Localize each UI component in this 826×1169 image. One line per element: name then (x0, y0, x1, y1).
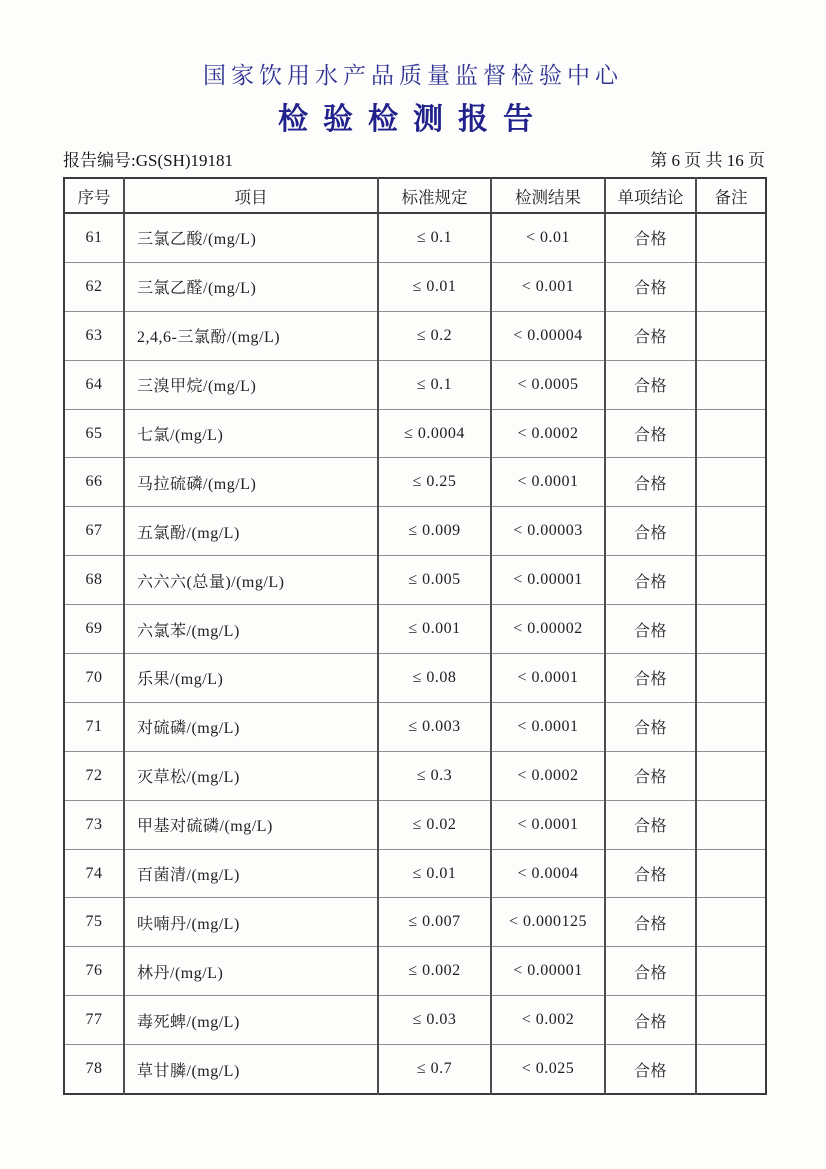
cell-serial-number: 70 (64, 654, 124, 703)
cell-serial-number: 75 (64, 898, 124, 947)
cell-item-name: 呋喃丹/(mg/L) (124, 898, 378, 947)
cell-test-result: < 0.00003 (491, 507, 605, 556)
table-row (64, 947, 766, 996)
cell-item-name: 马拉硫磷/(mg/L) (124, 458, 378, 507)
cell-serial-number: 74 (64, 849, 124, 898)
table-row (64, 213, 766, 262)
column-header-remark: 备注 (696, 178, 766, 213)
cell-test-result: < 0.025 (491, 1045, 605, 1094)
cell-serial-number: 71 (64, 702, 124, 751)
cell-item-name: 三氯乙醛/(mg/L) (124, 262, 378, 311)
cell-conclusion: 合格 (605, 849, 696, 898)
cell-test-result: < 0.00001 (491, 947, 605, 996)
cell-test-result: < 0.001 (491, 262, 605, 311)
cell-standard-limit: ≤ 0.03 (378, 996, 491, 1045)
cell-standard-limit: ≤ 0.1 (378, 213, 491, 262)
cell-remark (696, 996, 766, 1045)
table-row (64, 654, 766, 703)
cell-standard-limit: ≤ 0.002 (378, 947, 491, 996)
column-header-conclusion: 单项结论 (605, 178, 696, 213)
column-header-standard: 标准规定 (378, 178, 491, 213)
cell-standard-limit: ≤ 0.3 (378, 751, 491, 800)
table-row (64, 1045, 766, 1094)
cell-test-result: < 0.000125 (491, 898, 605, 947)
cell-serial-number: 78 (64, 1045, 124, 1094)
cell-remark (696, 751, 766, 800)
cell-test-result: < 0.0002 (491, 409, 605, 458)
cell-conclusion: 合格 (605, 947, 696, 996)
cell-remark (696, 409, 766, 458)
table-row (64, 800, 766, 849)
meta-row (63, 146, 765, 171)
cell-test-result: < 0.0004 (491, 849, 605, 898)
cell-conclusion: 合格 (605, 898, 696, 947)
cell-serial-number: 67 (64, 507, 124, 556)
cell-standard-limit: ≤ 0.01 (378, 849, 491, 898)
cell-remark (696, 654, 766, 703)
table-row (64, 262, 766, 311)
cell-remark (696, 702, 766, 751)
cell-test-result: < 0.0005 (491, 360, 605, 409)
cell-item-name: 林丹/(mg/L) (124, 947, 378, 996)
cell-standard-limit: ≤ 0.007 (378, 898, 491, 947)
cell-serial-number: 61 (64, 213, 124, 262)
cell-item-name: 草甘膦/(mg/L) (124, 1045, 378, 1094)
table-row (64, 702, 766, 751)
cell-test-result: < 0.0002 (491, 751, 605, 800)
table-row (64, 311, 766, 360)
cell-conclusion: 合格 (605, 262, 696, 311)
cell-item-name: 三氯乙酸/(mg/L) (124, 213, 378, 262)
cell-remark (696, 507, 766, 556)
cell-item-name: 六氯苯/(mg/L) (124, 605, 378, 654)
cell-remark (696, 898, 766, 947)
cell-remark (696, 1045, 766, 1094)
cell-item-name: 对硫磷/(mg/L) (124, 702, 378, 751)
table-header-row (64, 178, 766, 213)
report-number: 报告编号:GS(SH)19181 (63, 151, 234, 170)
cell-remark (696, 605, 766, 654)
cell-item-name: 六六六(总量)/(mg/L) (124, 556, 378, 605)
cell-remark (696, 262, 766, 311)
cell-remark (696, 360, 766, 409)
table-row (64, 849, 766, 898)
table-row (64, 996, 766, 1045)
cell-conclusion: 合格 (605, 654, 696, 703)
cell-standard-limit: ≤ 0.2 (378, 311, 491, 360)
cell-conclusion: 合格 (605, 360, 696, 409)
cell-item-name: 七氯/(mg/L) (124, 409, 378, 458)
cell-standard-limit: ≤ 0.0004 (378, 409, 491, 458)
results-table (63, 177, 767, 1095)
cell-remark (696, 947, 766, 996)
cell-remark (696, 849, 766, 898)
table-row (64, 898, 766, 947)
column-header-result: 检测结果 (491, 178, 605, 213)
cell-standard-limit: ≤ 0.001 (378, 605, 491, 654)
cell-item-name: 灭草松/(mg/L) (124, 751, 378, 800)
cell-remark (696, 556, 766, 605)
cell-standard-limit: ≤ 0.003 (378, 702, 491, 751)
cell-conclusion: 合格 (605, 409, 696, 458)
cell-conclusion: 合格 (605, 311, 696, 360)
column-header-no: 序号 (64, 178, 124, 213)
table-row (64, 605, 766, 654)
cell-test-result: < 0.01 (491, 213, 605, 262)
cell-standard-limit: ≤ 0.7 (378, 1045, 491, 1094)
column-header-item: 项目 (124, 178, 378, 213)
cell-test-result: < 0.00002 (491, 605, 605, 654)
cell-remark (696, 311, 766, 360)
cell-serial-number: 77 (64, 996, 124, 1045)
cell-standard-limit: ≤ 0.08 (378, 654, 491, 703)
cell-serial-number: 72 (64, 751, 124, 800)
cell-test-result: < 0.0001 (491, 654, 605, 703)
table-row (64, 409, 766, 458)
cell-test-result: < 0.0001 (491, 702, 605, 751)
page-indicator: 第 6 页 共 16 页 (650, 151, 765, 170)
cell-conclusion: 合格 (605, 507, 696, 556)
cell-serial-number: 63 (64, 311, 124, 360)
cell-conclusion: 合格 (605, 702, 696, 751)
cell-remark (696, 458, 766, 507)
cell-item-name: 三溴甲烷/(mg/L) (124, 360, 378, 409)
cell-standard-limit: ≤ 0.25 (378, 458, 491, 507)
cell-serial-number: 76 (64, 947, 124, 996)
cell-conclusion: 合格 (605, 751, 696, 800)
table-row (64, 556, 766, 605)
cell-serial-number: 73 (64, 800, 124, 849)
cell-test-result: < 0.0001 (491, 800, 605, 849)
cell-conclusion: 合格 (605, 605, 696, 654)
cell-test-result: < 0.002 (491, 996, 605, 1045)
table-row (64, 507, 766, 556)
report-title: 检验检测报告 (278, 103, 548, 136)
cell-conclusion: 合格 (605, 800, 696, 849)
cell-serial-number: 64 (64, 360, 124, 409)
cell-conclusion: 合格 (605, 996, 696, 1045)
cell-item-name: 2,4,6-三氯酚/(mg/L) (124, 311, 378, 360)
cell-standard-limit: ≤ 0.01 (378, 262, 491, 311)
cell-standard-limit: ≤ 0.1 (378, 360, 491, 409)
table-row (64, 751, 766, 800)
cell-standard-limit: ≤ 0.02 (378, 800, 491, 849)
cell-serial-number: 66 (64, 458, 124, 507)
cell-standard-limit: ≤ 0.005 (378, 556, 491, 605)
table-row (64, 458, 766, 507)
cell-test-result: < 0.0001 (491, 458, 605, 507)
table-row (64, 360, 766, 409)
cell-serial-number: 62 (64, 262, 124, 311)
cell-serial-number: 65 (64, 409, 124, 458)
cell-test-result: < 0.00001 (491, 556, 605, 605)
cell-conclusion: 合格 (605, 458, 696, 507)
cell-serial-number: 68 (64, 556, 124, 605)
cell-standard-limit: ≤ 0.009 (378, 507, 491, 556)
cell-item-name: 乐果/(mg/L) (124, 654, 378, 703)
cell-conclusion: 合格 (605, 213, 696, 262)
cell-conclusion: 合格 (605, 1045, 696, 1094)
cell-conclusion: 合格 (605, 556, 696, 605)
cell-test-result: < 0.00004 (491, 311, 605, 360)
cell-item-name: 百菌清/(mg/L) (124, 849, 378, 898)
organization-title: 国家饮用水产品质量监督检验中心 (203, 63, 623, 88)
cell-item-name: 毒死蜱/(mg/L) (124, 996, 378, 1045)
cell-serial-number: 69 (64, 605, 124, 654)
cell-item-name: 甲基对硫磷/(mg/L) (124, 800, 378, 849)
cell-remark (696, 800, 766, 849)
cell-item-name: 五氯酚/(mg/L) (124, 507, 378, 556)
cell-remark (696, 213, 766, 262)
